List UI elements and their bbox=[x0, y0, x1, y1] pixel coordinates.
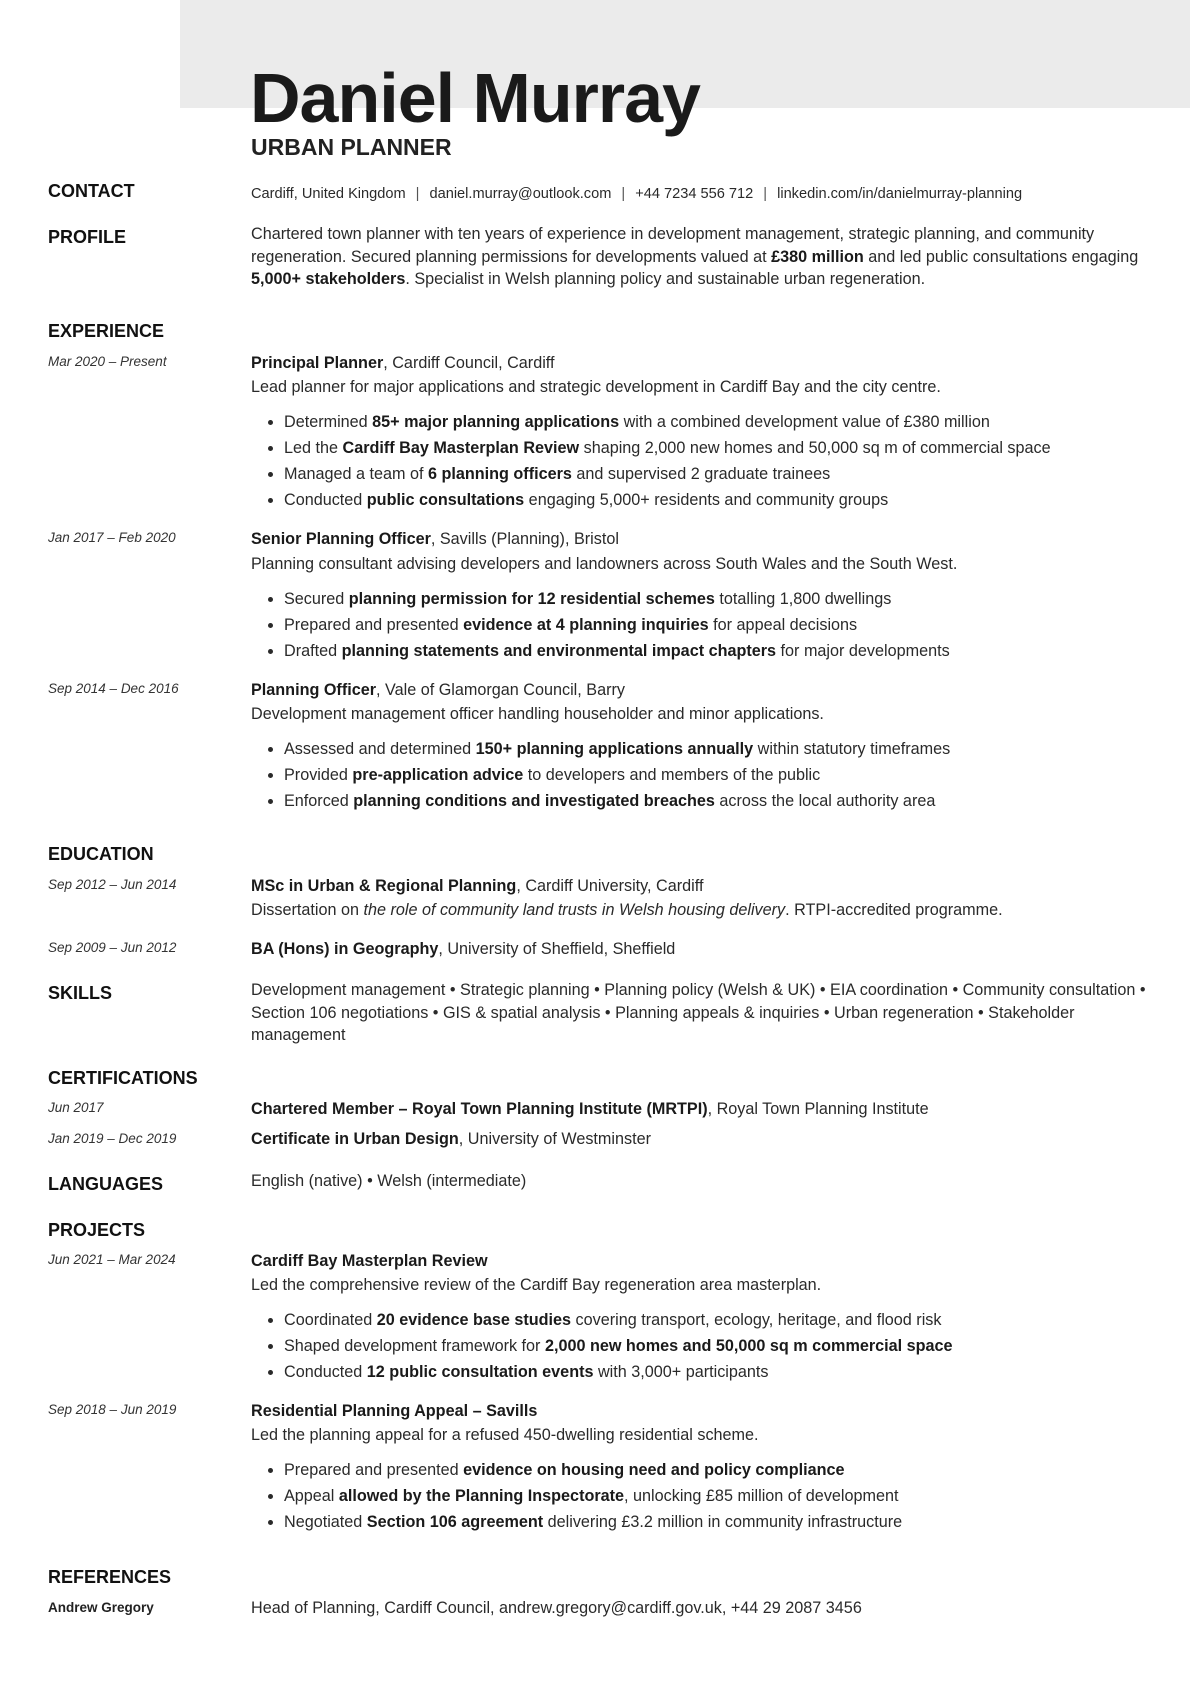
experience-dates: Jan 2017 – Feb 2020 bbox=[48, 530, 176, 545]
education-description: Dissertation on the role of community land trusts in Welsh housing delivery. RTPI-accredited programme. bbox=[251, 901, 1003, 919]
experience-bullets bbox=[251, 586, 1184, 664]
contact-linkedin[interactable]: linkedin.com/in/danielmurray-planning bbox=[777, 186, 1023, 202]
list-item: • Drafted planning statements and environmental impact chapters for major developments bbox=[284, 638, 1184, 664]
languages-list: English (native) • Welsh (intermediate) bbox=[251, 1172, 527, 1190]
reference-name: Andrew Gregory bbox=[48, 1600, 154, 1615]
contact-location: Cardiff, United Kingdom bbox=[251, 186, 406, 202]
list-item: • Prepared and presented evidence on housing need and policy compliance bbox=[284, 1457, 1184, 1483]
list-item: • Conducted 12 public consultation events with 3,000+ participants bbox=[284, 1359, 1184, 1385]
experience-heading: Planning Officer, Vale of Glamorgan Council, Barry bbox=[251, 681, 625, 699]
education-dates: Sep 2009 – Jun 2012 bbox=[48, 940, 177, 955]
experience-description: Planning consultant advising developers and landowners across South Wales and the South West. bbox=[251, 555, 958, 573]
experience-heading: Senior Planning Officer, Savills (Planning), Bristol bbox=[251, 530, 619, 548]
section-title-contact: CONTACT bbox=[48, 181, 135, 201]
section-title-projects: PROJECTS bbox=[48, 1220, 146, 1240]
list-item: • Provided pre-application advice to developers and members of the public bbox=[284, 762, 1184, 788]
section-title-references: REFERENCES bbox=[48, 1567, 172, 1587]
certification-item: Chartered Member – Royal Town Planning Institute (MRTPI), Royal Town Planning Institute bbox=[251, 1100, 929, 1118]
contact-separator: | bbox=[621, 186, 626, 202]
list-item: • Managed a team of 6 planning officers and supervised 2 graduate trainees bbox=[284, 461, 1184, 487]
list-item: • Secured planning permission for 12 residential schemes totalling 1,800 dwellings bbox=[284, 586, 1184, 612]
project-title: Cardiff Bay Masterplan Review bbox=[251, 1252, 488, 1270]
contact-phone[interactable]: +44 7234 556 712 bbox=[635, 186, 754, 202]
project-description: Led the planning appeal for a refused 450-dwelling residential scheme. bbox=[251, 1426, 759, 1444]
list-item: • Led the Cardiff Bay Masterplan Review shaping 2,000 new homes and 50,000 sq m of commercial space bbox=[284, 435, 1184, 461]
certification-dates: Jun 2017 bbox=[48, 1100, 104, 1115]
experience-description: Development management officer handling householder and minor applications. bbox=[251, 705, 824, 723]
reference-detail: Head of Planning, Cardiff Council, andrew.gregory@cardiff.gov.uk, +44 29 2087 3456 bbox=[251, 1599, 862, 1617]
contact-separator: | bbox=[415, 186, 420, 202]
section-title-certifications: CERTIFICATIONS bbox=[48, 1068, 198, 1088]
project-bullets bbox=[251, 1307, 1184, 1385]
education-heading: BA (Hons) in Geography, University of Sheffield, Sheffield bbox=[251, 940, 676, 958]
experience-bullets bbox=[251, 736, 1184, 814]
list-item: • Enforced planning conditions and investigated breaches across the local authority area bbox=[284, 788, 1184, 814]
list-item: • Appeal allowed by the Planning Inspectorate, unlocking £85 million of development bbox=[284, 1483, 1184, 1509]
contact-line bbox=[251, 183, 1022, 205]
certification-item: Certificate in Urban Design, University of Westminster bbox=[251, 1130, 651, 1148]
skills-list: Development management • Strategic planning • Planning policy (Welsh & UK) • EIA coordination • Community consultation • Section 106 negotiations • GIS & spatial analysis • Planning appeals & inquiries • Urban regeneration • Stakeholder management bbox=[251, 981, 1146, 1044]
job-title: URBAN PLANNER bbox=[251, 134, 452, 160]
list-item: • Assessed and determined 150+ planning applications annually within statutory timeframes bbox=[284, 736, 1184, 762]
experience-dates: Sep 2014 – Dec 2016 bbox=[48, 681, 179, 696]
list-item: • Coordinated 20 evidence base studies covering transport, ecology, heritage, and flood risk bbox=[284, 1307, 1184, 1333]
contact-separator: | bbox=[763, 186, 768, 202]
candidate-name: Daniel Murray bbox=[250, 59, 700, 137]
profile-summary: Chartered town planner with ten years of experience in development management, strategic planning, and community regeneration. Secured planning permissions for developments valued at £380 million and led public consultations engaging 5,000+ stakeholders. Specialist in Welsh planning policy and sustainable urban regeneration. bbox=[251, 225, 1139, 288]
section-title-profile: PROFILE bbox=[48, 227, 127, 247]
section-title-experience: EXPERIENCE bbox=[48, 321, 165, 341]
project-description: Led the comprehensive review of the Cardiff Bay regeneration area masterplan. bbox=[251, 1276, 822, 1294]
list-item: • Conducted public consultations engaging 5,000+ residents and community groups bbox=[284, 487, 1184, 513]
section-title-skills: SKILLS bbox=[48, 983, 113, 1003]
experience-description: Lead planner for major applications and strategic development in Cardiff Bay and the city centre. bbox=[251, 378, 941, 396]
project-dates: Sep 2018 – Jun 2019 bbox=[48, 1402, 177, 1417]
project-title: Residential Planning Appeal – Savills bbox=[251, 1402, 538, 1420]
section-title-education: EDUCATION bbox=[48, 844, 154, 864]
certification-dates: Jan 2019 – Dec 2019 bbox=[48, 1131, 177, 1146]
section-title-languages: LANGUAGES bbox=[48, 1174, 164, 1194]
experience-dates: Mar 2020 – Present bbox=[48, 354, 167, 369]
list-item: • Negotiated Section 106 agreement delivering £3.2 million in community infrastructure bbox=[284, 1509, 1184, 1535]
list-item: • Prepared and presented evidence at 4 planning inquiries for appeal decisions bbox=[284, 612, 1184, 638]
project-dates: Jun 2021 – Mar 2024 bbox=[48, 1252, 176, 1267]
education-dates: Sep 2012 – Jun 2014 bbox=[48, 877, 177, 892]
contact-email[interactable]: daniel.murray@outlook.com bbox=[429, 186, 612, 202]
experience-heading: Principal Planner, Cardiff Council, Cardiff bbox=[251, 354, 555, 372]
list-item: • Shaped development framework for 2,000 new homes and 50,000 sq m commercial space bbox=[284, 1333, 1184, 1359]
project-bullets bbox=[251, 1457, 1184, 1535]
experience-bullets bbox=[251, 409, 1184, 513]
education-heading: MSc in Urban & Regional Planning, Cardiff University, Cardiff bbox=[251, 877, 704, 895]
list-item: • Determined 85+ major planning applications with a combined development value of £380 million bbox=[284, 409, 1184, 435]
